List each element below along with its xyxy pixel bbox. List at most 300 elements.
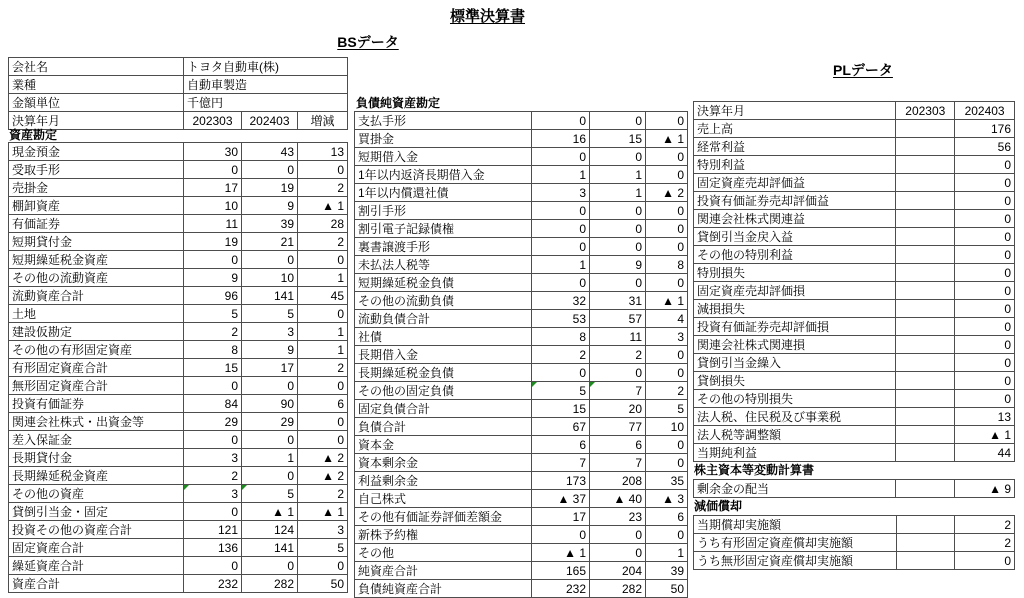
cell-value: 0 <box>242 467 298 485</box>
row-label: 差入保証金 <box>9 431 184 449</box>
row-label: 裏書譲渡手形 <box>355 238 532 256</box>
row-label: 割引手形 <box>355 202 532 220</box>
comment-marker-icon <box>532 382 537 387</box>
table-row <box>355 562 688 580</box>
cell-value: 44 <box>955 444 1015 462</box>
row-label: 利益剰余金 <box>355 472 532 490</box>
row-label: その他の流動負債 <box>355 292 532 310</box>
pl-depreciation-table <box>693 515 1015 570</box>
row-label: 貸倒引当金・固定 <box>9 503 184 521</box>
cell-value: 1 <box>298 341 348 359</box>
cell-value: 6 <box>298 395 348 413</box>
cell-value: 7 <box>590 454 646 472</box>
cell-value: 77 <box>590 418 646 436</box>
table-row <box>9 287 348 305</box>
row-label: 建設仮勘定 <box>9 323 184 341</box>
cell-value: 208 <box>590 472 646 490</box>
cell-value <box>896 390 955 408</box>
cell-value: 2 <box>184 323 242 341</box>
table-row <box>694 480 1015 498</box>
row-label: その他の特別損失 <box>694 390 896 408</box>
row-label: 無形固定資産合計 <box>9 377 184 395</box>
cell-value: 0 <box>955 156 1015 174</box>
cell-value: 0 <box>590 148 646 166</box>
row-label: 1年以内償還社債 <box>355 184 532 202</box>
row-label: 当期償却実施額 <box>694 516 897 534</box>
cell-value: 8 <box>646 256 688 274</box>
bs-section-heading: BSデータ <box>337 34 399 50</box>
table-row <box>694 336 1015 354</box>
cell-value: 0 <box>955 552 1015 570</box>
table-row <box>9 179 348 197</box>
table-row <box>9 197 348 215</box>
cell-value: 0 <box>298 377 348 395</box>
table-row <box>694 552 1015 570</box>
table-row <box>694 354 1015 372</box>
cell-value: 0 <box>532 220 590 238</box>
table-row <box>694 246 1015 264</box>
row-label: 売上高 <box>694 120 896 138</box>
cell-value: 1 <box>242 449 298 467</box>
pl-equity-table <box>693 479 1015 498</box>
cell-value: 56 <box>955 138 1015 156</box>
cell-value: 0 <box>590 238 646 256</box>
cell-value: 141 <box>242 539 298 557</box>
cell-value: 5 <box>646 400 688 418</box>
table-row <box>355 454 688 472</box>
cell-value: ▲ 2 <box>646 184 688 202</box>
cell-value: 50 <box>298 575 348 593</box>
cell-value: 0 <box>298 413 348 431</box>
period-col-header: 202303 <box>896 102 955 120</box>
cell-value: 0 <box>955 228 1015 246</box>
cell-value: 282 <box>242 575 298 593</box>
cell-value: 15 <box>590 130 646 148</box>
cell-value: 204 <box>590 562 646 580</box>
cell-value: 9 <box>242 341 298 359</box>
table-row <box>694 174 1015 192</box>
row-label: 関連会社株式関連益 <box>694 210 896 228</box>
cell-value: 23 <box>590 508 646 526</box>
table-row <box>355 544 688 562</box>
cell-value: 90 <box>242 395 298 413</box>
cell-value: 0 <box>955 354 1015 372</box>
table-row <box>694 318 1015 336</box>
cell-value: ▲ 1 <box>955 426 1015 444</box>
cell-value: 0 <box>298 161 348 179</box>
row-label: 受取手形 <box>9 161 184 179</box>
cell-value: 141 <box>242 287 298 305</box>
cell-value: 5 <box>298 539 348 557</box>
unit-value: 千億円 <box>184 94 348 112</box>
table-row <box>355 310 688 328</box>
table-row <box>355 112 688 130</box>
row-label: 固定負債合計 <box>355 400 532 418</box>
table-row <box>9 161 348 179</box>
cell-value: 0 <box>646 436 688 454</box>
cell-value <box>896 264 955 282</box>
cell-value: 0 <box>646 148 688 166</box>
cell-value: 282 <box>590 580 646 598</box>
cell-value: 15 <box>532 400 590 418</box>
cell-value: 176 <box>955 120 1015 138</box>
cell-value: ▲ 9 <box>955 480 1015 498</box>
cell-value: 96 <box>184 287 242 305</box>
cell-value: 0 <box>298 431 348 449</box>
cell-value: 1 <box>590 184 646 202</box>
table-row <box>9 485 348 503</box>
period-col-header: 202403 <box>955 102 1015 120</box>
table-row <box>9 359 348 377</box>
cell-value: 53 <box>532 310 590 328</box>
cell-value: 4 <box>646 310 688 328</box>
bs-asset-table <box>8 142 348 593</box>
cell-value <box>896 426 955 444</box>
cell-value: 2 <box>298 485 348 503</box>
table-row <box>355 256 688 274</box>
cell-value: 0 <box>242 377 298 395</box>
row-label: 棚卸資産 <box>9 197 184 215</box>
cell-value: 0 <box>955 210 1015 228</box>
cell-value: 29 <box>242 413 298 431</box>
cell-value: 0 <box>532 526 590 544</box>
cell-value: 0 <box>184 557 242 575</box>
cell-value: 0 <box>532 238 590 256</box>
cell-value: 2 <box>532 346 590 364</box>
row-label: 関連会社株式・出資金等 <box>9 413 184 431</box>
cell-value: 0 <box>646 112 688 130</box>
table-row <box>355 580 688 598</box>
table-row <box>9 377 348 395</box>
row-label: 1年以内返済長期借入金 <box>355 166 532 184</box>
company-name-value: トヨタ自動車(株) <box>184 58 348 76</box>
row-label: 土地 <box>9 305 184 323</box>
cell-value: ▲ 1 <box>646 130 688 148</box>
row-label: 業種 <box>9 76 184 94</box>
cell-value: 0 <box>646 454 688 472</box>
row-label: 支払手形 <box>355 112 532 130</box>
cell-value: 84 <box>184 395 242 413</box>
period-col-header: 202403 <box>242 112 298 130</box>
cell-value: 31 <box>590 292 646 310</box>
cell-value: 232 <box>532 580 590 598</box>
cell-value: 2 <box>298 359 348 377</box>
cell-value: 16 <box>532 130 590 148</box>
row-label: 当期純利益 <box>694 444 896 462</box>
table-row <box>355 328 688 346</box>
cell-value: 17 <box>184 179 242 197</box>
cell-value: 0 <box>590 274 646 292</box>
cell-value: 11 <box>184 215 242 233</box>
row-label: 割引電子記録債権 <box>355 220 532 238</box>
cell-value: 2 <box>646 382 688 400</box>
cell-value <box>896 354 955 372</box>
table-row <box>694 516 1015 534</box>
cell-value: 1 <box>646 544 688 562</box>
row-label: その他有価証券評価差額金 <box>355 508 532 526</box>
table-row <box>9 305 348 323</box>
table-row <box>355 292 688 310</box>
cell-value: 5 <box>242 485 298 503</box>
cell-value <box>896 246 955 264</box>
row-label: 資本剰余金 <box>355 454 532 472</box>
table-row <box>694 300 1015 318</box>
cell-value: 2 <box>298 233 348 251</box>
cell-value: 30 <box>184 143 242 161</box>
cell-value: ▲ 1 <box>532 544 590 562</box>
table-row <box>694 138 1015 156</box>
cell-value: 6 <box>532 436 590 454</box>
cell-value <box>896 282 955 300</box>
table-row <box>9 431 348 449</box>
table-row <box>9 323 348 341</box>
row-label: その他 <box>355 544 532 562</box>
pl-table <box>693 101 1015 462</box>
cell-value: 0 <box>646 526 688 544</box>
row-label: 有価証券 <box>9 215 184 233</box>
cell-value: 0 <box>646 202 688 220</box>
cell-value <box>896 300 955 318</box>
table-row <box>355 472 688 490</box>
row-label: 繰延資産合計 <box>9 557 184 575</box>
cell-value: 3 <box>646 328 688 346</box>
cell-value: 13 <box>298 143 348 161</box>
cell-value: 1 <box>590 166 646 184</box>
cell-value: 0 <box>590 544 646 562</box>
table-row <box>694 192 1015 210</box>
cell-value: 0 <box>242 161 298 179</box>
row-label: その他の特別利益 <box>694 246 896 264</box>
row-label: 投資その他の資産合計 <box>9 521 184 539</box>
cell-value: ▲ 37 <box>532 490 590 508</box>
cell-value: 0 <box>590 526 646 544</box>
table-row <box>9 503 348 521</box>
row-label: 資産合計 <box>9 575 184 593</box>
row-label: 現金預金 <box>9 143 184 161</box>
table-row <box>694 372 1015 390</box>
row-label: 短期借入金 <box>355 148 532 166</box>
row-label: 長期繰延税金負債 <box>355 364 532 382</box>
cell-value: ▲ 2 <box>298 467 348 485</box>
cell-value: 1 <box>298 323 348 341</box>
cell-value: 10 <box>242 269 298 287</box>
cell-value: 1 <box>532 166 590 184</box>
cell-value: 2 <box>590 346 646 364</box>
cell-value: 0 <box>955 318 1015 336</box>
cell-value: 0 <box>955 300 1015 318</box>
table-row <box>355 130 688 148</box>
table-row <box>9 449 348 467</box>
cell-value: 0 <box>646 364 688 382</box>
row-label: 純資産合計 <box>355 562 532 580</box>
cell-value <box>896 480 955 498</box>
comment-marker-icon <box>242 485 247 490</box>
row-label: 減損損失 <box>694 300 896 318</box>
row-label: 剰余金の配当 <box>694 480 896 498</box>
cell-value: 0 <box>646 238 688 256</box>
cell-value: 0 <box>298 251 348 269</box>
cell-value: 2 <box>955 534 1015 552</box>
cell-value: 3 <box>298 521 348 539</box>
row-label: 投資有価証券 <box>9 395 184 413</box>
liabilities-section-label: 負債純資産勘定 <box>356 96 441 110</box>
table-row <box>9 76 348 94</box>
table-row <box>694 408 1015 426</box>
cell-value: 6 <box>590 436 646 454</box>
cell-value: 29 <box>184 413 242 431</box>
assets-section-label: 資産勘定 <box>9 128 58 142</box>
cell-value: 20 <box>590 400 646 418</box>
cell-value: 0 <box>242 431 298 449</box>
cell-value: 0 <box>532 202 590 220</box>
row-label: 決算年月 <box>694 102 896 120</box>
cell-value: 21 <box>242 233 298 251</box>
cell-value: 13 <box>955 408 1015 426</box>
cell-value: 39 <box>242 215 298 233</box>
row-label: 自己株式 <box>355 490 532 508</box>
row-label: 法人税、住民税及び事業税 <box>694 408 896 426</box>
page-title: 標準決算書 <box>449 8 525 25</box>
cell-value: 19 <box>242 179 298 197</box>
row-label: 買掛金 <box>355 130 532 148</box>
row-label: 負債純資産合計 <box>355 580 532 598</box>
row-label: 経常利益 <box>694 138 896 156</box>
cell-value: 19 <box>184 233 242 251</box>
cell-value: 67 <box>532 418 590 436</box>
table-row <box>355 274 688 292</box>
table-row <box>694 282 1015 300</box>
cell-value <box>896 120 955 138</box>
cell-value: 0 <box>184 431 242 449</box>
table-row <box>355 490 688 508</box>
cell-value <box>896 174 955 192</box>
cell-value: 8 <box>184 341 242 359</box>
cell-value: 5 <box>532 382 590 400</box>
table-row <box>9 557 348 575</box>
cell-value: ▲ 1 <box>298 503 348 521</box>
cell-value: 173 <box>532 472 590 490</box>
table-row <box>9 269 348 287</box>
cell-value: 0 <box>646 346 688 364</box>
table-row <box>9 575 348 593</box>
table-row <box>694 120 1015 138</box>
cell-value <box>896 210 955 228</box>
comment-marker-icon <box>184 485 189 490</box>
cell-value: ▲ 3 <box>646 490 688 508</box>
cell-value: 0 <box>184 251 242 269</box>
row-label: 長期貸付金 <box>9 449 184 467</box>
cell-value: 232 <box>184 575 242 593</box>
table-row <box>9 143 348 161</box>
cell-value: 0 <box>646 220 688 238</box>
cell-value: 2 <box>298 179 348 197</box>
cell-value <box>896 336 955 354</box>
row-label: 法人税等調整額 <box>694 426 896 444</box>
table-row <box>355 526 688 544</box>
table-row <box>9 395 348 413</box>
cell-value: 3 <box>242 323 298 341</box>
table-row <box>9 112 348 130</box>
cell-value: 0 <box>242 557 298 575</box>
row-label: うち無形固定資産償却実施額 <box>694 552 897 570</box>
row-label: 短期繰延税金資産 <box>9 251 184 269</box>
cell-value: 10 <box>646 418 688 436</box>
bs-info-table <box>8 57 348 130</box>
cell-value: 1 <box>298 269 348 287</box>
cell-value: 45 <box>298 287 348 305</box>
row-label: 貸倒引当金戻入益 <box>694 228 896 246</box>
cell-value: 0 <box>184 503 242 521</box>
table-row <box>9 539 348 557</box>
cell-value: 2 <box>184 467 242 485</box>
table-row <box>694 426 1015 444</box>
cell-value: 0 <box>955 390 1015 408</box>
cell-value: 8 <box>532 328 590 346</box>
cell-value <box>896 372 955 390</box>
cell-value: 0 <box>646 166 688 184</box>
table-row <box>355 220 688 238</box>
cell-value: 0 <box>532 274 590 292</box>
cell-value: 3 <box>184 449 242 467</box>
pl-block <box>693 101 1015 570</box>
cell-value: 39 <box>646 562 688 580</box>
cell-value: 0 <box>955 372 1015 390</box>
cell-value: 9 <box>184 269 242 287</box>
table-row <box>9 467 348 485</box>
change-col-header: 増減 <box>298 112 348 130</box>
cell-value: 32 <box>532 292 590 310</box>
cell-value: 121 <box>184 521 242 539</box>
cell-value: 0 <box>184 377 242 395</box>
cell-value: 0 <box>955 192 1015 210</box>
row-label: 新株予約権 <box>355 526 532 544</box>
row-label: 固定資産売却評価益 <box>694 174 896 192</box>
row-label: うち有形固定資産償却実施額 <box>694 534 897 552</box>
table-row <box>694 156 1015 174</box>
cell-value: 165 <box>532 562 590 580</box>
cell-value: 0 <box>298 305 348 323</box>
row-label: 関連会社株式関連損 <box>694 336 896 354</box>
row-label: 金額単位 <box>9 94 184 112</box>
table-row <box>355 202 688 220</box>
row-label: 長期借入金 <box>355 346 532 364</box>
row-label: 短期繰延税金負債 <box>355 274 532 292</box>
cell-value: 9 <box>590 256 646 274</box>
cell-value: 50 <box>646 580 688 598</box>
table-row <box>355 148 688 166</box>
row-label: 固定資産合計 <box>9 539 184 557</box>
cell-value: 7 <box>532 454 590 472</box>
table-row <box>355 166 688 184</box>
row-label: 投資有価証券売却評価損 <box>694 318 896 336</box>
row-label: その他の流動資産 <box>9 269 184 287</box>
cell-value: 0 <box>646 274 688 292</box>
row-label: 会社名 <box>9 58 184 76</box>
cell-value: 0 <box>532 112 590 130</box>
industry-value: 自動車製造 <box>184 76 348 94</box>
cell-value <box>896 408 955 426</box>
cell-value: 0 <box>184 161 242 179</box>
cell-value: 0 <box>532 148 590 166</box>
cell-value: 0 <box>955 174 1015 192</box>
cell-value: 35 <box>646 472 688 490</box>
table-row <box>9 94 348 112</box>
cell-value: 17 <box>532 508 590 526</box>
cell-value: 0 <box>298 557 348 575</box>
table-row <box>694 534 1015 552</box>
row-label: 流動負債合計 <box>355 310 532 328</box>
cell-value: ▲ 1 <box>298 197 348 215</box>
